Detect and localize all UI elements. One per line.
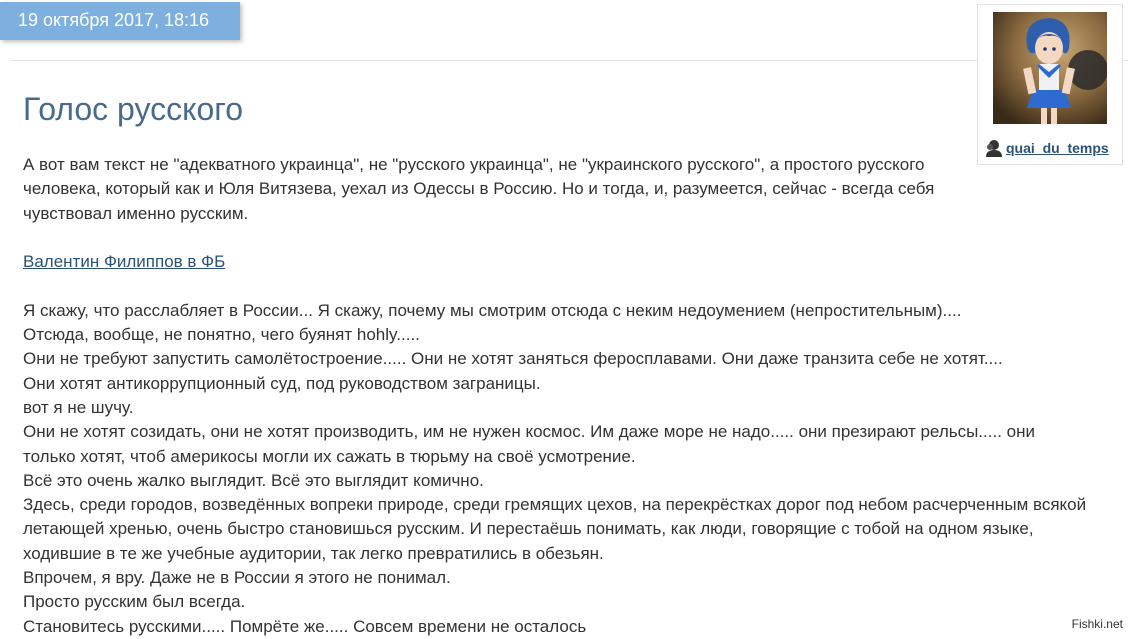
body-line: только хотят, чтоб америкосы могли их сажать в тюрьму на своё усмотрение. <box>23 446 636 466</box>
body-line: Впрочем, я вру. Даже не в России я этого не понимал. <box>23 568 451 588</box>
post-title: Голос русского <box>23 91 243 127</box>
post-body <box>23 153 1123 639</box>
avatar[interactable] <box>993 12 1107 124</box>
paragraph-gap <box>23 274 1123 298</box>
intro-line: А вот вам текст не "адекватного украинца", не "русского украинца", не "украинского русского", а простого русского <box>23 155 925 174</box>
paragraph-gap <box>23 226 1123 250</box>
source-link[interactable]: Валентин Филиппов в ФБ <box>23 252 226 272</box>
body-line: Просто русским был всегда. <box>23 592 246 612</box>
watermark: Fishki.net <box>1071 617 1123 631</box>
body-line: Отсюда, вообще, не понятно, чего буянят hohly..... <box>23 325 420 345</box>
body-line: Здесь, среди городов, возведённых вопреки природе, среди гремящих цехов, на перекрёстках дорог под небом расчерченным всякой <box>23 495 1087 515</box>
author-card[interactable] <box>977 4 1123 165</box>
divider <box>10 60 1128 61</box>
intro-line: чувствовал именно русским. <box>23 203 249 223</box>
author-name-link[interactable]: quai_du_temps <box>1006 140 1109 156</box>
body-line: вот я не шучу. <box>23 397 134 417</box>
body-line: Они не требуют запустить самолётостроение..... Они не хотят заняться феросплавами. Они даже транзита себе не хотят.... <box>23 349 1003 369</box>
post-date-badge: 19 октября 2017, 18:16 <box>0 2 240 40</box>
body-line: Они хотят антикоррупционный суд, под руководством заграницы. <box>23 373 541 393</box>
body-line: Становитесь русскими..... Помрёте же..... Совсем времени не осталось <box>23 616 587 636</box>
anime-avatar-icon <box>993 12 1107 124</box>
body-line: Всё это очень жалко выглядит. Всё это выглядит комично. <box>23 470 484 490</box>
body-line: Я скажу, что расслабляет в России... Я скажу, почему мы смотрим отсюда с неким недоумением (непростительным).... <box>23 300 962 320</box>
body-line: ходившие в те же учебные аудитории, так легко превратились в обезьян. <box>23 543 604 563</box>
body-line: Они не хотят созидать, они не хотят производить, им не нужен космос. Им даже море не надо..... они презирают рельсы..... они <box>23 422 1035 442</box>
body-line: летающей хренью, очень быстро становишься русским. И перестаёшь понимать, как люди, говорящие с тобой на одном языке, <box>23 519 1034 539</box>
intro-line: человека, который как и Юля Витязева, уехал из Одессы в Россию. Но и тогда, и, разумеется, сейчас - всегда себя <box>23 179 935 199</box>
